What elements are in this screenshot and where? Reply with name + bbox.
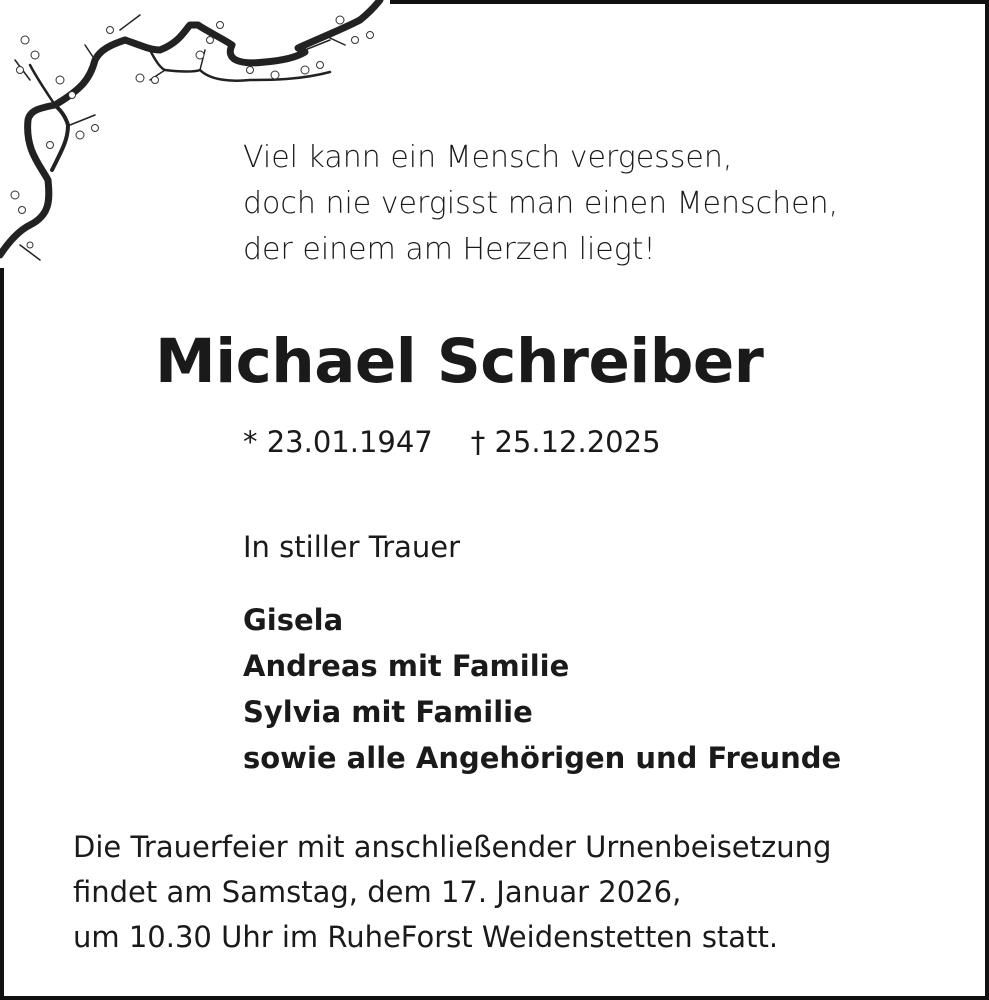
frame-border-right <box>985 0 989 1000</box>
deceased-name: Michael Schreiber <box>155 326 764 397</box>
life-dates <box>243 425 699 459</box>
service-line: Die Trauerfeier mit anschließender Urnenbeisetzung <box>73 830 832 864</box>
service-details <box>73 825 831 960</box>
mourner: Andreas mit Familie <box>243 649 570 683</box>
mourner: sowie alle Angehörigen und Freunde <box>243 741 842 775</box>
mourner: Gisela <box>243 603 344 637</box>
death-date: † 25.12.2025 <box>470 425 661 459</box>
quote-line: doch nie vergisst man einen Menschen, <box>243 186 839 221</box>
birth-date: * 23.01.1947 <box>243 425 433 459</box>
quote-line: Viel kann ein Mensch vergessen, <box>243 140 733 175</box>
quote-line: der einem am Herzen liegt! <box>243 232 656 267</box>
mourners-list <box>243 597 841 781</box>
mourner: Sylvia mit Familie <box>243 695 533 729</box>
memorial-quote <box>243 135 838 273</box>
service-line: findet am Samstag, dem 17. Januar 2026, <box>73 875 682 909</box>
frame-border-bottom <box>0 996 989 1000</box>
frame-border-left <box>0 268 4 1000</box>
frame-border-top <box>390 0 989 4</box>
mourning-intro: In stiller Trauer <box>243 530 461 564</box>
service-line: um 10.30 Uhr im RuheForst Weidenstetten statt. <box>73 920 779 954</box>
